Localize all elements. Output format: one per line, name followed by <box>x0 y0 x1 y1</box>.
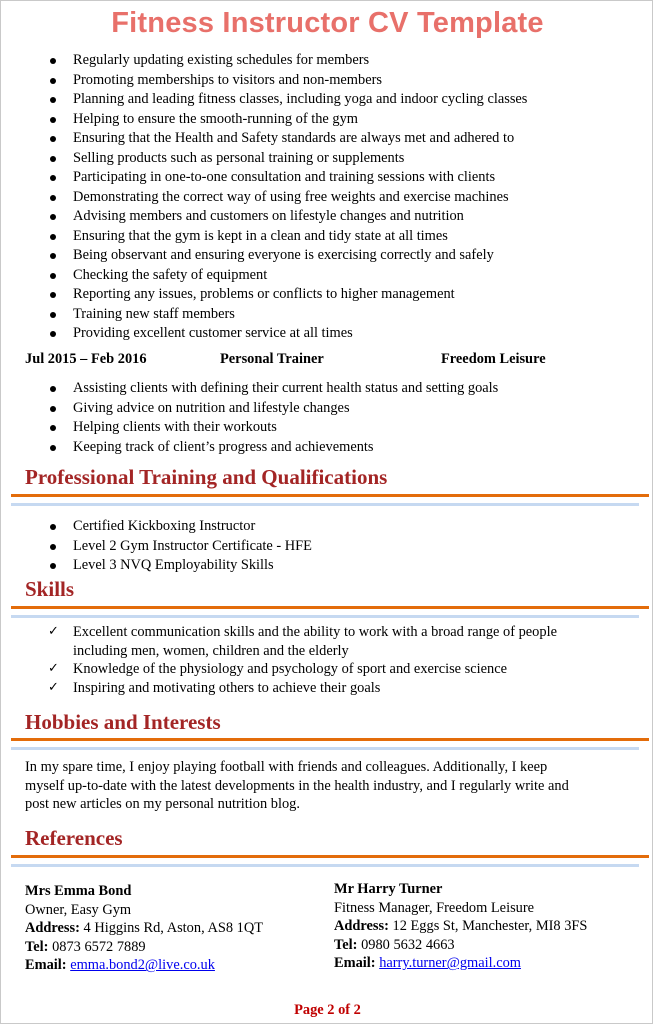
list-item <box>1 266 653 286</box>
section-divider <box>11 864 639 867</box>
bullet-icon <box>50 234 56 240</box>
reference-email-link[interactable]: emma.bond2@live.co.uk <box>70 957 215 974</box>
reference-tel: 0980 5632 4663 <box>361 936 455 953</box>
list-item <box>1 51 653 71</box>
list-item-text: Level 3 NVQ Employability Skills <box>73 557 274 573</box>
email-label: Email: <box>334 955 376 972</box>
skills-list <box>1 623 653 697</box>
reference-tel: 0873 6572 7889 <box>52 938 146 955</box>
list-item <box>1 71 653 91</box>
bullet-icon <box>50 544 56 550</box>
bullet-icon <box>50 253 56 259</box>
list-item-text: Helping clients with their workouts <box>73 419 277 435</box>
checkmark-icon: ✓ <box>48 661 59 676</box>
list-item <box>1 168 653 188</box>
list-item-text: Advising members and customers on lifestyle changes and nutrition <box>73 208 464 224</box>
bullet-icon <box>50 563 56 569</box>
list-item-text: Helping to ensure the smooth-running of the gym <box>73 110 358 127</box>
references-heading: References <box>25 826 123 850</box>
checkmark-icon: ✓ <box>48 679 59 695</box>
list-item-text: Ensuring that the gym is kept in a clean and tidy state at all times <box>73 227 448 244</box>
bullet-icon <box>50 195 56 201</box>
duties-list <box>1 51 653 344</box>
reference-address: 4 Higgins Rd, Aston, AS8 1QT <box>83 920 264 937</box>
list-item <box>1 537 653 557</box>
hobbies-text: In my spare time, I enjoy playing football with friends and colleagues. Additionally, I keep myself up-to-date with the latest developments in the health industry, and I regularly write and post new articles on my personal nutrition blog. <box>25 759 569 812</box>
list-item-text: Participating in one-to-one consultation and training sessions with clients <box>73 169 496 185</box>
bullet-icon <box>50 97 56 103</box>
list-item-text: Excellent communication skills and the ability to work with a broad range of people including men, women, children and the elderly <box>73 624 557 659</box>
list-item-text: Reporting any issues, problems or conflicts to higher management <box>73 286 455 302</box>
list-item <box>1 623 653 660</box>
page-title: Fitness Instructor CV Template <box>111 7 544 39</box>
bullet-icon <box>50 445 56 451</box>
reference-position: Fitness Manager, Freedom Leisure <box>334 899 535 916</box>
tel-label: Tel: <box>334 936 358 953</box>
section-divider <box>11 606 649 609</box>
bullet-icon <box>50 406 56 412</box>
list-item <box>1 517 653 537</box>
list-item-text: Promoting memberships to visitors and non-members <box>73 71 382 88</box>
checkmark-icon: ✓ <box>48 624 59 639</box>
list-item-text: Regularly updating existing schedules for members <box>73 52 370 68</box>
bullet-icon <box>50 214 56 220</box>
list-item-text: Demonstrating the correct way of using free weights and exercise machines <box>73 188 509 205</box>
list-item <box>1 90 653 110</box>
job-role: Personal Trainer <box>220 351 324 367</box>
job-dates: Jul 2015 – Feb 2016 <box>25 351 147 367</box>
reference-address: 12 Eggs St, Manchester, MI8 3FS <box>392 918 588 935</box>
bullet-icon <box>50 175 56 181</box>
reference-name: Mr Harry Turner <box>334 881 443 897</box>
list-item-text: Training new staff members <box>73 305 235 322</box>
list-item <box>1 556 653 576</box>
bullet-icon <box>50 117 56 123</box>
list-item <box>1 188 653 208</box>
section-divider <box>11 615 639 618</box>
bullet-icon <box>50 58 56 64</box>
list-item-text: Being observant and ensuring everyone is exercising correctly and safely <box>73 247 494 263</box>
list-item <box>1 379 653 399</box>
list-item-text: Checking the safety of equipment <box>73 266 268 283</box>
address-label: Address: <box>334 918 389 935</box>
list-item <box>1 438 653 458</box>
bullet-icon <box>50 292 56 298</box>
tel-label: Tel: <box>25 938 49 955</box>
bullet-icon <box>50 273 56 279</box>
section-divider <box>11 747 639 750</box>
email-label: Email: <box>25 957 67 974</box>
reference-1 <box>25 882 263 975</box>
reference-email-link[interactable]: harry.turner@gmail.com <box>379 955 521 972</box>
list-item-text: Keeping track of client’s progress and achievements <box>73 438 374 455</box>
list-item <box>1 227 653 247</box>
list-item-text: Level 2 Gym Instructor Certificate - HFE <box>73 537 312 554</box>
job-duties-list <box>1 379 653 457</box>
list-item-text: Planning and leading fitness classes, including yoga and indoor cycling classes <box>73 91 528 107</box>
list-item-text: Assisting clients with defining their current health status and setting goals <box>73 380 499 396</box>
list-item-text: Inspiring and motivating others to achieve their goals <box>73 679 381 696</box>
job-employer: Freedom Leisure <box>441 351 546 367</box>
list-item <box>1 110 653 130</box>
address-label: Address: <box>25 920 80 937</box>
list-item <box>1 324 653 344</box>
skills-heading: Skills <box>25 577 75 601</box>
section-divider <box>11 503 639 506</box>
list-item <box>1 399 653 419</box>
list-item <box>1 129 653 149</box>
list-item <box>1 149 653 169</box>
list-item-text: Giving advice on nutrition and lifestyle changes <box>73 399 350 416</box>
reference-name: Mrs Emma Bond <box>25 883 132 899</box>
section-divider <box>11 855 649 858</box>
list-item-text: Ensuring that the Health and Safety standards are always met and adhered to <box>73 130 515 146</box>
bullet-icon <box>50 425 56 431</box>
bullet-icon <box>50 524 56 530</box>
list-item <box>1 418 653 438</box>
reference-position: Owner, Easy Gym <box>25 901 132 918</box>
list-item <box>1 207 653 227</box>
list-item-text: Providing excellent customer service at all times <box>73 325 353 341</box>
bullet-icon <box>50 312 56 318</box>
list-item <box>1 660 653 679</box>
qualifications-list <box>1 517 653 576</box>
bullet-icon <box>50 156 56 162</box>
qualifications-heading: Professional Training and Qualifications <box>25 465 388 489</box>
bullet-icon <box>50 386 56 392</box>
list-item <box>1 285 653 305</box>
reference-2 <box>334 880 587 973</box>
page-number: Page 2 of 2 <box>294 1002 361 1018</box>
bullet-icon <box>50 136 56 142</box>
section-divider <box>11 494 649 497</box>
list-item-text: Selling products such as personal training or supplements <box>73 149 405 166</box>
section-divider <box>11 738 649 741</box>
list-item <box>1 305 653 325</box>
list-item <box>1 246 653 266</box>
list-item <box>1 679 653 698</box>
hobbies-heading: Hobbies and Interests <box>25 710 221 734</box>
bullet-icon <box>50 78 56 84</box>
list-item-text: Certified Kickboxing Instructor <box>73 518 256 534</box>
bullet-icon <box>50 331 56 337</box>
list-item-text: Knowledge of the physiology and psychology of sport and exercise science <box>73 661 508 677</box>
